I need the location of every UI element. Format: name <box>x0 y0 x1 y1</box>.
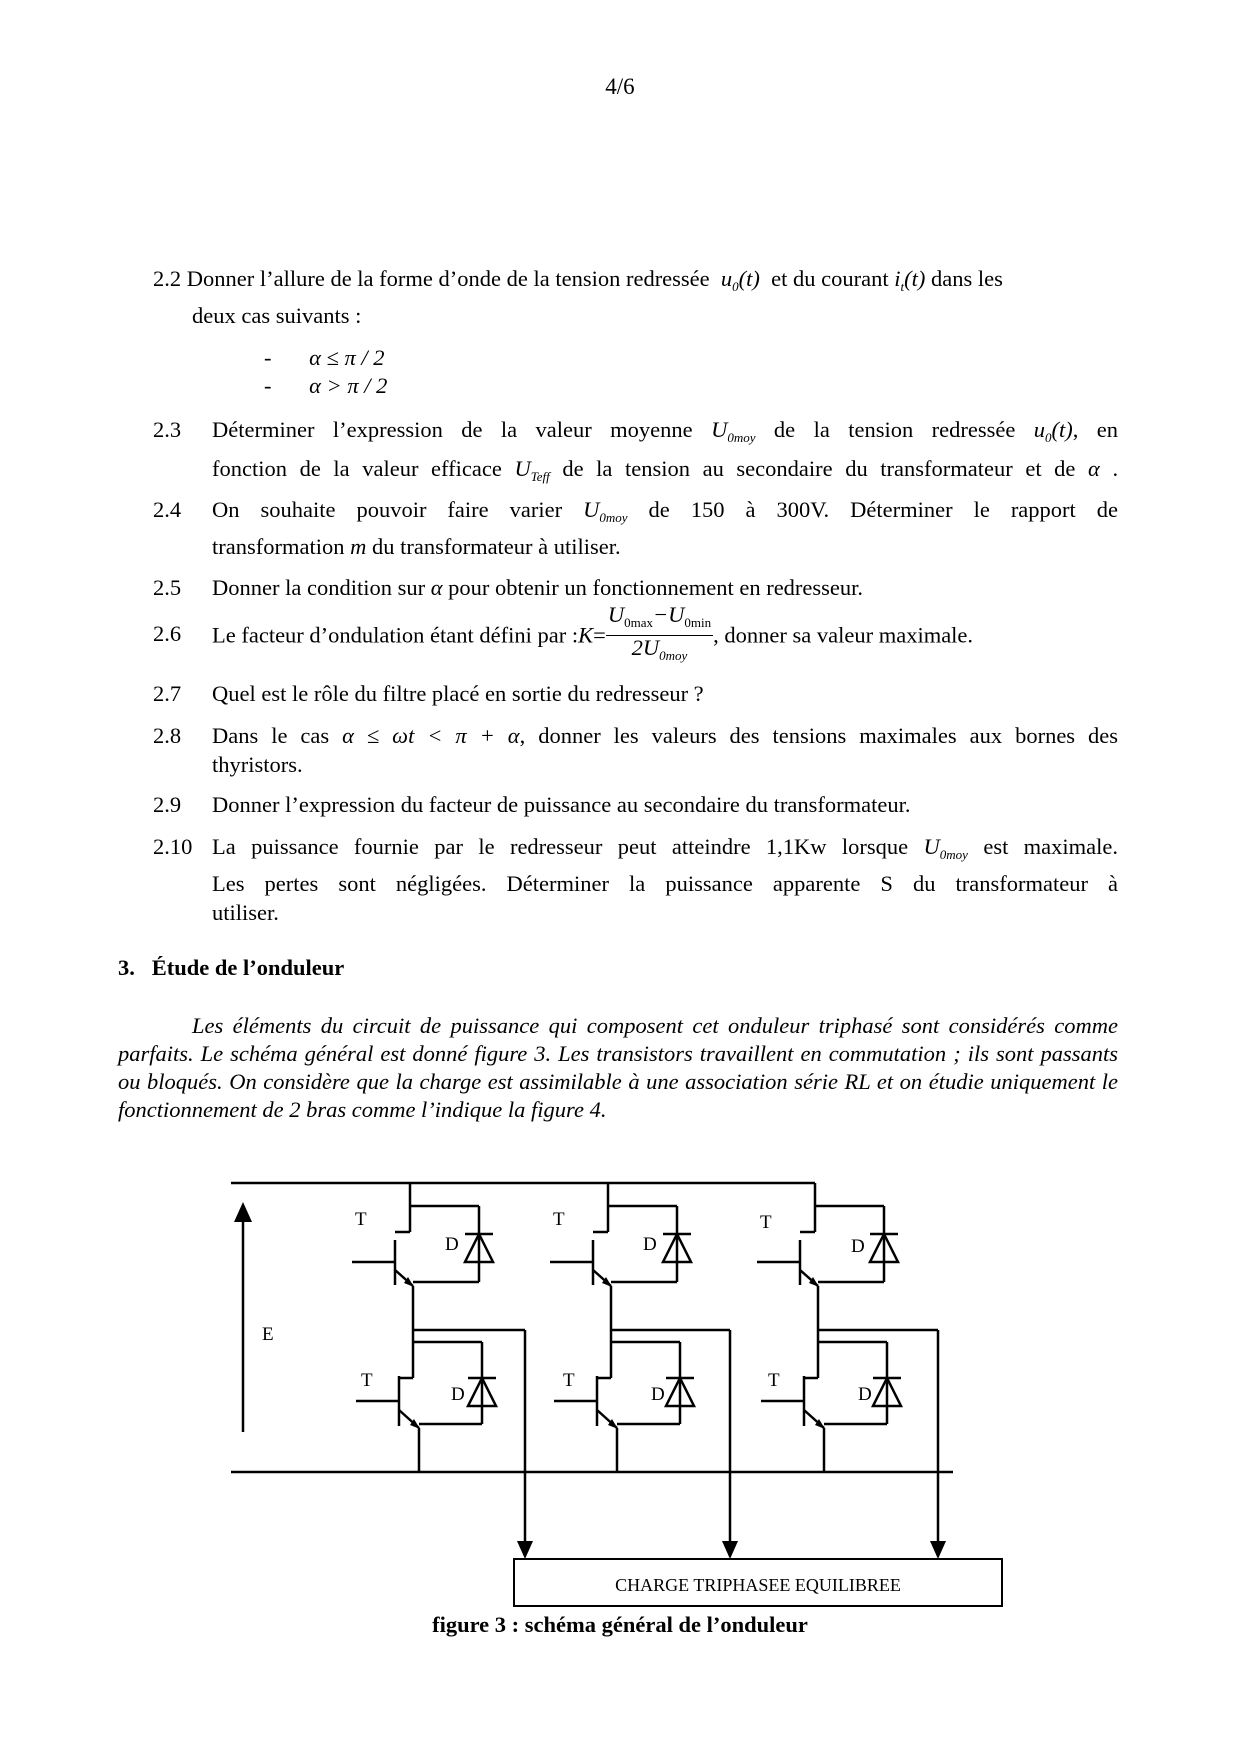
q2-6-text-a: Le facteur d’ondulation étant défini par : <box>212 622 579 648</box>
q2-5-alpha: α <box>430 575 443 600</box>
q2-2-text-c: dans les <box>931 266 1003 291</box>
q2-3-u-arg: (t) <box>1051 417 1073 442</box>
q2-3-u-symbol: u <box>1033 417 1045 442</box>
q2-2-i-sub: t <box>900 279 905 294</box>
q2-2-case1-dash: - <box>264 345 272 370</box>
arm1-D1-label: D <box>445 1234 459 1255</box>
q2-8-condition: α ≤ ωt < π + α <box>342 723 520 748</box>
q2-2-number: 2.2 <box>153 266 182 291</box>
q2-10-text-b: est maximale. <box>983 834 1119 859</box>
section-3-title: 3. Étude de l’onduleur <box>118 955 345 980</box>
q2-2-i-symbol: i <box>894 266 901 291</box>
q2-9-line: Donner l’expression du facteur de puissance au secondaire du transformateur. <box>212 792 911 817</box>
arm-3 <box>757 1183 946 1559</box>
q2-2-line2: deux cas suivants : <box>192 303 362 328</box>
arm2-D2-label: D <box>651 1384 665 1405</box>
q2-6-text-b: , donner sa valeur maximale. <box>713 622 974 648</box>
q2-10-text-a: La puissance fournie par le redresseur peut atteindre 1,1Kw lorsque <box>212 834 909 859</box>
q2-2-case2-dash: - <box>264 373 272 398</box>
arm3-T2-label: T <box>768 1370 780 1391</box>
q2-6-minus-U0min: −U <box>652 602 685 627</box>
figure-3-caption: figure 3 : schéma général de l’onduleur <box>432 1612 808 1637</box>
page-number: 4/6 <box>605 74 635 99</box>
arm-2 <box>550 1183 738 1559</box>
q2-2-u-arg: (t) <box>738 266 760 291</box>
q2-4-line2-a: transformation <box>212 534 345 559</box>
load-label: CHARGE TRIPHASEE EQUILIBREE <box>615 1575 901 1595</box>
q2-2-text-b: et du courant <box>771 266 889 291</box>
arm1-D2-label: D <box>451 1384 465 1405</box>
arm2-D1-label: D <box>643 1234 657 1255</box>
q2-8-number: 2.8 <box>153 723 182 748</box>
q2-6-2U0moy-sub: 0moy <box>659 648 688 663</box>
q2-10-line2: Les pertes sont négligées. Déterminer la puissance apparente S du transformateur à <box>212 871 1118 896</box>
q2-8-text-a: Dans le cas <box>212 723 330 748</box>
q2-8-text-b: , donner les valeurs des tensions maximales aux bornes des <box>519 723 1119 748</box>
q2-6-2U0moy: 2U <box>631 635 660 660</box>
q2-5-number: 2.5 <box>153 575 182 600</box>
arm1-output-arrow <box>517 1541 533 1559</box>
q2-4-number: 2.4 <box>153 497 182 522</box>
q2-3-text-b: de la tension redressée <box>773 417 1016 442</box>
q2-8-line2: thyristors. <box>212 752 303 777</box>
q2-6-U0min-sub: 0min <box>684 615 712 630</box>
arm3-T1-label: T <box>760 1212 772 1233</box>
q2-10-U-sub: 0moy <box>939 847 968 862</box>
arm3-D2-label: D <box>858 1384 872 1405</box>
arm2-T1-label: T <box>553 1209 565 1230</box>
q2-3-u-sub: 0 <box>1045 430 1052 445</box>
q2-7-line: Quel est le rôle du filtre placé en sortie du redresseur ? <box>212 681 704 706</box>
q2-3-UTeff-symbol: U <box>514 456 531 481</box>
q2-10-number: 2.10 <box>153 834 193 859</box>
section-3-paragraph: Les éléments du circuit de puissance qui composent cet onduleur triphasé sont considérés comme parfaits. Le schéma général est donné figure 3. Les transistors travaillent en commutation ; ils sont passants ou bloqués. On considère que la charge est assimilable à une association série RL et on étudie uniquement le fonctionnement de 2 bras comme l’indique la figure 4. <box>118 1013 1118 1122</box>
q2-9-number: 2.9 <box>153 792 182 817</box>
q2-4-text-a: On souhaite pouvoir faire varier <box>212 497 563 522</box>
q2-3-U-sub: 0moy <box>727 430 756 445</box>
source-arrow-head <box>234 1202 252 1222</box>
q2-5-text-a: Donner la condition sur <box>212 575 426 600</box>
q2-2-case2-cond: α > π / 2 <box>309 373 388 398</box>
q2-6-U0max-sub: 0max <box>624 615 653 630</box>
q2-3-U-symbol: U <box>711 417 728 442</box>
q2-3-text-c: , en <box>1072 417 1119 442</box>
q2-3-line2-c: . <box>1112 456 1119 481</box>
source-E <box>234 1202 274 1432</box>
q2-3-line2-a: fonction de la valeur efficace <box>212 456 502 481</box>
q2-3-alpha: α <box>1088 456 1100 481</box>
q2-4-text-b: de 150 à 300V. Déterminer le rapport de <box>648 497 1119 522</box>
q2-3-text-a: Déterminer l’expression de la valeur moyenne <box>212 417 693 442</box>
q2-2-u-sub: 0 <box>732 279 739 294</box>
q2-3-line2-b: de la tension au secondaire du transformateur et de <box>562 456 1076 481</box>
q2-10-line3: utiliser. <box>212 900 279 925</box>
q2-4-U-sub: 0moy <box>599 510 628 525</box>
arm1-T1-label: T <box>355 1209 367 1230</box>
q2-2-text-a: Donner l’allure de la forme d’onde de la tension redressée <box>186 266 710 291</box>
q2-3-number: 2.3 <box>153 417 182 442</box>
q2-6-U0max: U <box>607 602 625 627</box>
q2-6-number: 2.6 <box>153 621 182 646</box>
arm2-output-arrow <box>722 1541 738 1559</box>
arm1-T2-label: T <box>361 1370 373 1391</box>
arm-1 <box>352 1183 533 1559</box>
q2-4-m: m <box>350 534 367 559</box>
q2-5-text-b: pour obtenir un fonctionnement en redresseur. <box>448 575 864 600</box>
source-label: E <box>262 1324 274 1345</box>
arm3-output-arrow <box>930 1541 946 1559</box>
q2-2-u-symbol: u <box>720 266 733 291</box>
arm2-T2-label: T <box>563 1370 575 1391</box>
schematic-wires <box>231 1183 953 1472</box>
q2-2-i-arg: (t) <box>904 266 926 291</box>
q2-3-UTeff-sub: Teff <box>530 469 550 484</box>
q2-4-line2-b: du transformateur à utiliser. <box>371 534 621 559</box>
q2-4-U-symbol: U <box>583 497 600 522</box>
q2-7-number: 2.7 <box>153 681 182 706</box>
q2-6-equals: = <box>593 622 606 648</box>
q2-10-U-symbol: U <box>923 834 940 859</box>
arm3-D1-label: D <box>851 1236 865 1257</box>
q2-2-case1-cond: α ≤ π / 2 <box>309 345 385 370</box>
q2-6-K: K <box>578 622 594 648</box>
